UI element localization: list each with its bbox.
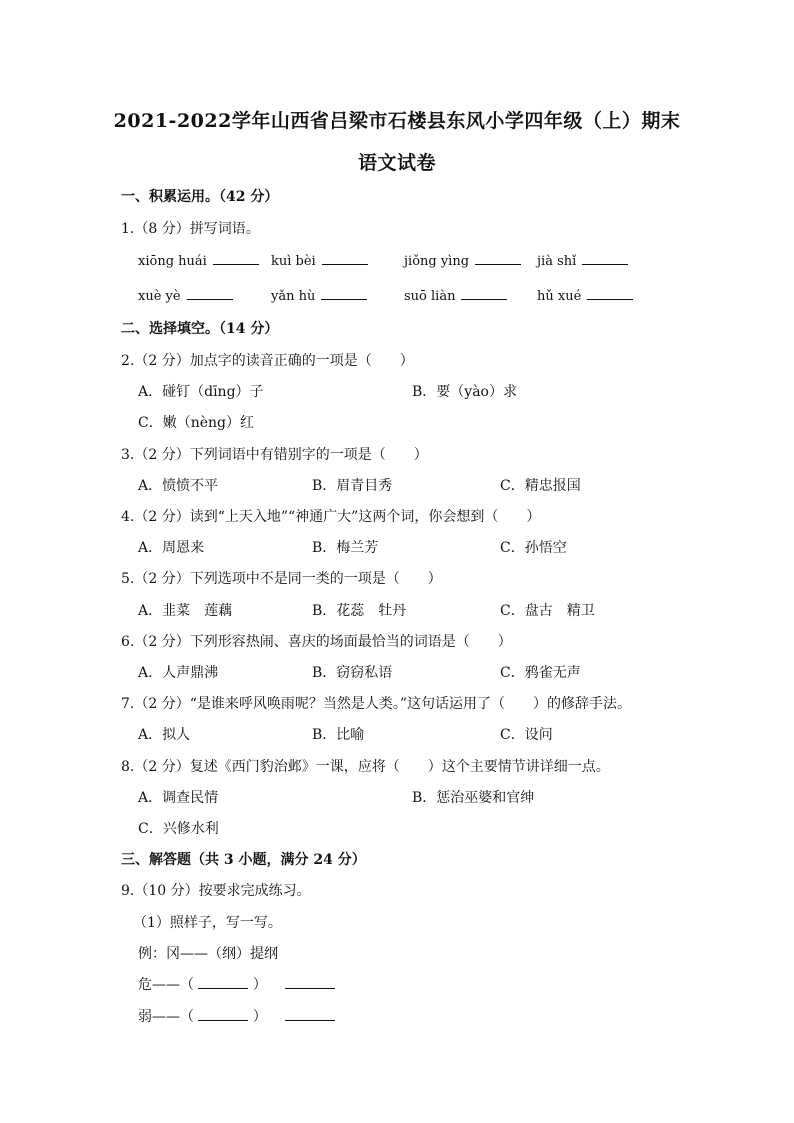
pinyin-item: jiǒng yìng xyxy=(404,252,521,269)
q6-option-c[interactable]: C．鸦雀无声 xyxy=(500,665,581,681)
answer-blank[interactable] xyxy=(198,976,248,989)
section3-heading: 三、解答题（共 3 小题，满分 24 分） xyxy=(121,852,366,868)
q8-option-b[interactable]: B．惩治巫婆和官绅 xyxy=(412,790,535,806)
q9-subquestion-1: （1）照样子，写一写。 xyxy=(133,915,282,931)
q6-stem: 6.（2 分）下列形容热闹、喜庆的场面最恰当的词语是（ ） xyxy=(121,634,512,650)
answer-blank[interactable] xyxy=(187,287,233,300)
q8-stem: 8.（2 分）复述《西门豹治邺》一课，应将（ ）这个主要情节讲详细一点。 xyxy=(121,759,610,775)
q9-item-1: 危——（ ） xyxy=(138,974,335,994)
q1-stem: 1.（8 分）拼写词语。 xyxy=(121,221,260,237)
pinyin-item: yǎn hù xyxy=(271,287,367,304)
q9-item-2: 弱——（ ） xyxy=(138,1006,335,1026)
pinyin-item: hǔ xué xyxy=(537,287,633,304)
q2-option-c[interactable]: C．嫩（nèng）红 xyxy=(138,415,254,431)
q8-option-a[interactable]: A．调查民情 xyxy=(138,790,219,806)
pinyin-item: suō liàn xyxy=(404,287,507,304)
q5-option-c[interactable]: C．盘古 精卫 xyxy=(500,603,595,619)
q4-option-c[interactable]: C．孙悟空 xyxy=(500,540,567,556)
q5-stem: 5.（2 分）下列选项中不是同一类的一项是（ ） xyxy=(121,571,442,587)
q9-stem: 9.（10 分）按要求完成练习。 xyxy=(121,883,311,899)
answer-blank[interactable] xyxy=(475,252,521,265)
exam-title-line2: 语文试卷 xyxy=(357,152,436,174)
answer-blank[interactable] xyxy=(213,252,259,265)
pinyin-item: xuè yè xyxy=(138,287,233,304)
q4-stem: 4.（2 分）读到“上天入地”“神通广大”这两个词，你会想到（ ） xyxy=(121,509,541,525)
pinyin-item: kuì bèi xyxy=(271,252,368,269)
section1-heading: 一、积累运用。（42 分） xyxy=(121,189,279,205)
answer-blank[interactable] xyxy=(461,287,507,300)
q4-option-a[interactable]: A．周恩来 xyxy=(138,540,205,556)
section2-heading: 二、选择填空。（14 分） xyxy=(121,321,279,337)
q7-option-a[interactable]: A．拟人 xyxy=(138,727,191,743)
pinyin-item: xiōng huái xyxy=(138,252,259,269)
q6-option-b[interactable]: B．窃窃私语 xyxy=(312,665,393,681)
answer-blank[interactable] xyxy=(322,252,368,265)
answer-blank[interactable] xyxy=(321,287,367,300)
q3-option-b[interactable]: B．眉青目秀 xyxy=(312,478,393,494)
answer-blank[interactable] xyxy=(587,287,633,300)
answer-blank[interactable] xyxy=(285,1008,335,1021)
q3-stem: 3.（2 分）下列词语中有错别字的一项是（ ） xyxy=(121,447,428,463)
q2-stem: 2.（2 分）加点字的读音正确的一项是（ ） xyxy=(121,353,414,369)
q5-option-b[interactable]: B．花蕊 牡丹 xyxy=(312,603,407,619)
q3-option-a[interactable]: A．愤愤不平 xyxy=(138,478,219,494)
answer-blank[interactable] xyxy=(198,1008,248,1021)
q6-option-a[interactable]: A．人声鼎沸 xyxy=(138,665,219,681)
q4-option-b[interactable]: B．梅兰芳 xyxy=(312,540,379,556)
answer-blank[interactable] xyxy=(285,976,335,989)
q2-option-b[interactable]: B．要（yào）求 xyxy=(412,384,517,400)
q3-option-c[interactable]: C．精忠报国 xyxy=(500,478,581,494)
pinyin-item: jià shǐ xyxy=(537,252,628,269)
q2-option-a[interactable]: A．碰钉（dīng）子 xyxy=(138,384,264,400)
answer-blank[interactable] xyxy=(582,252,628,265)
exam-title-line1: 2021-2022学年山西省吕梁市石楼县东风小学四年级（上）期末 xyxy=(113,110,681,132)
q7-stem: 7.（2 分）“是谁来呼风唤雨呢？当然是人类。”这句话运用了（ ）的修辞手法。 xyxy=(121,696,632,712)
q7-option-b[interactable]: B．比喻 xyxy=(312,727,365,743)
q8-option-c[interactable]: C．兴修水利 xyxy=(138,821,219,837)
q5-option-a[interactable]: A．韭菜 莲藕 xyxy=(138,603,233,619)
q9-example: 例：冈——（纲）提纲 xyxy=(138,946,278,962)
q7-option-c[interactable]: C．设问 xyxy=(500,727,553,743)
